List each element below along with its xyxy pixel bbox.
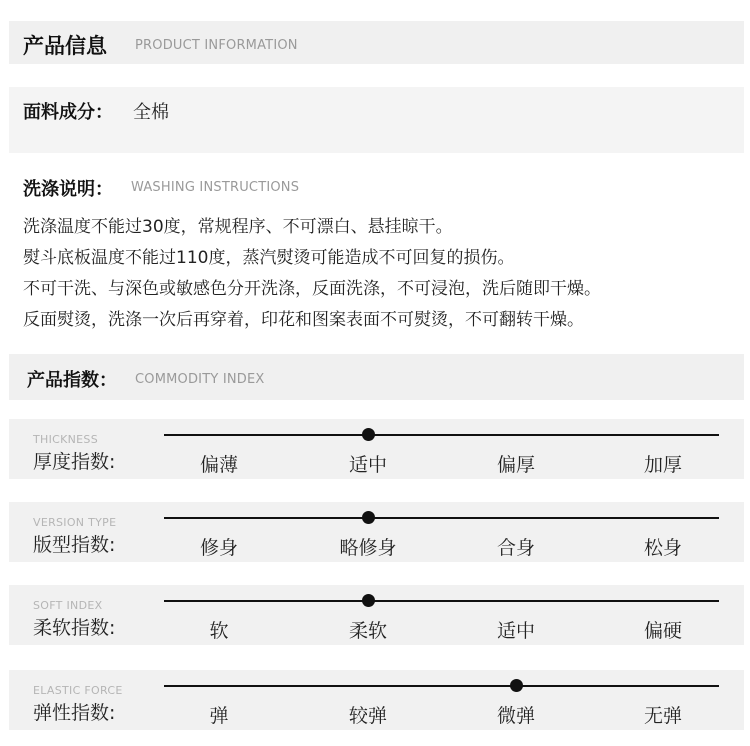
index-option: 适中 [348, 454, 387, 476]
index-option: 松身 [643, 537, 682, 559]
commodity-index-title: 产品指数： [27, 370, 117, 391]
commodity-index-header [9, 354, 744, 400]
index-en-label: SOFT INDEX [33, 599, 103, 612]
index-cn-label: 弹性指数: [33, 702, 116, 724]
product-info-title: 产品信息 [23, 34, 107, 58]
index-indicator-dot [362, 511, 375, 524]
commodity-index-subtitle: COMMODITY INDEX [135, 372, 265, 387]
index-option: 弹 [209, 705, 229, 727]
index-option: 无弹 [643, 705, 682, 727]
index-option: 合身 [496, 537, 535, 559]
fabric-label: 面料成分： [23, 102, 113, 123]
washing-line: 熨斗底板温度不能过110度，蒸汽熨烫可能造成不可回复的损伤。 [23, 248, 515, 268]
washing-label: 洗涤说明： [23, 179, 113, 200]
index-scale-line [164, 517, 719, 519]
index-scale-line [164, 434, 719, 436]
index-scale-line [164, 685, 719, 687]
index-en-label: ELASTIC FORCE [33, 684, 123, 697]
index-cn-label: 厚度指数: [33, 451, 116, 473]
index-en-label: VERSION TYPE [33, 516, 117, 529]
product-info-subtitle: PRODUCT INFORMATION [135, 38, 298, 53]
index-option: 柔软 [348, 620, 387, 642]
index-option: 微弹 [496, 705, 535, 727]
product-info-header [9, 21, 744, 64]
index-cn-label: 版型指数: [33, 534, 116, 556]
index-option: 略修身 [339, 537, 397, 559]
fabric-section [9, 87, 744, 153]
index-option: 修身 [199, 537, 238, 559]
index-row-thickness [9, 419, 744, 479]
index-option: 软 [209, 620, 229, 642]
index-indicator-dot [362, 428, 375, 441]
index-row-soft [9, 585, 744, 645]
index-option: 偏硬 [643, 620, 682, 642]
index-row-version [9, 502, 744, 562]
washing-line: 洗涤温度不能过30度，常规程序、不可漂白、悬挂晾干。 [23, 217, 453, 237]
washing-subtitle: WASHING INSTRUCTIONS [131, 180, 300, 195]
index-indicator-dot [510, 679, 523, 692]
index-option: 偏厚 [496, 454, 535, 476]
index-cn-label: 柔软指数: [33, 617, 116, 639]
index-row-elastic [9, 670, 744, 730]
index-indicator-dot [362, 594, 375, 607]
fabric-value: 全棉 [133, 102, 169, 123]
index-option: 偏薄 [199, 454, 238, 476]
index-scale-line [164, 600, 719, 602]
index-option: 较弹 [348, 705, 387, 727]
index-option: 适中 [496, 620, 535, 642]
washing-line: 反面熨烫，洗涤一次后再穿着，印花和图案表面不可熨烫，不可翻转干燥。 [23, 310, 584, 330]
index-option: 加厚 [643, 454, 682, 476]
washing-line: 不可干洗、与深色或敏感色分开洗涤，反面洗涤，不可浸泡，洗后随即干燥。 [23, 279, 601, 299]
index-en-label: THICKNESS [33, 433, 98, 446]
